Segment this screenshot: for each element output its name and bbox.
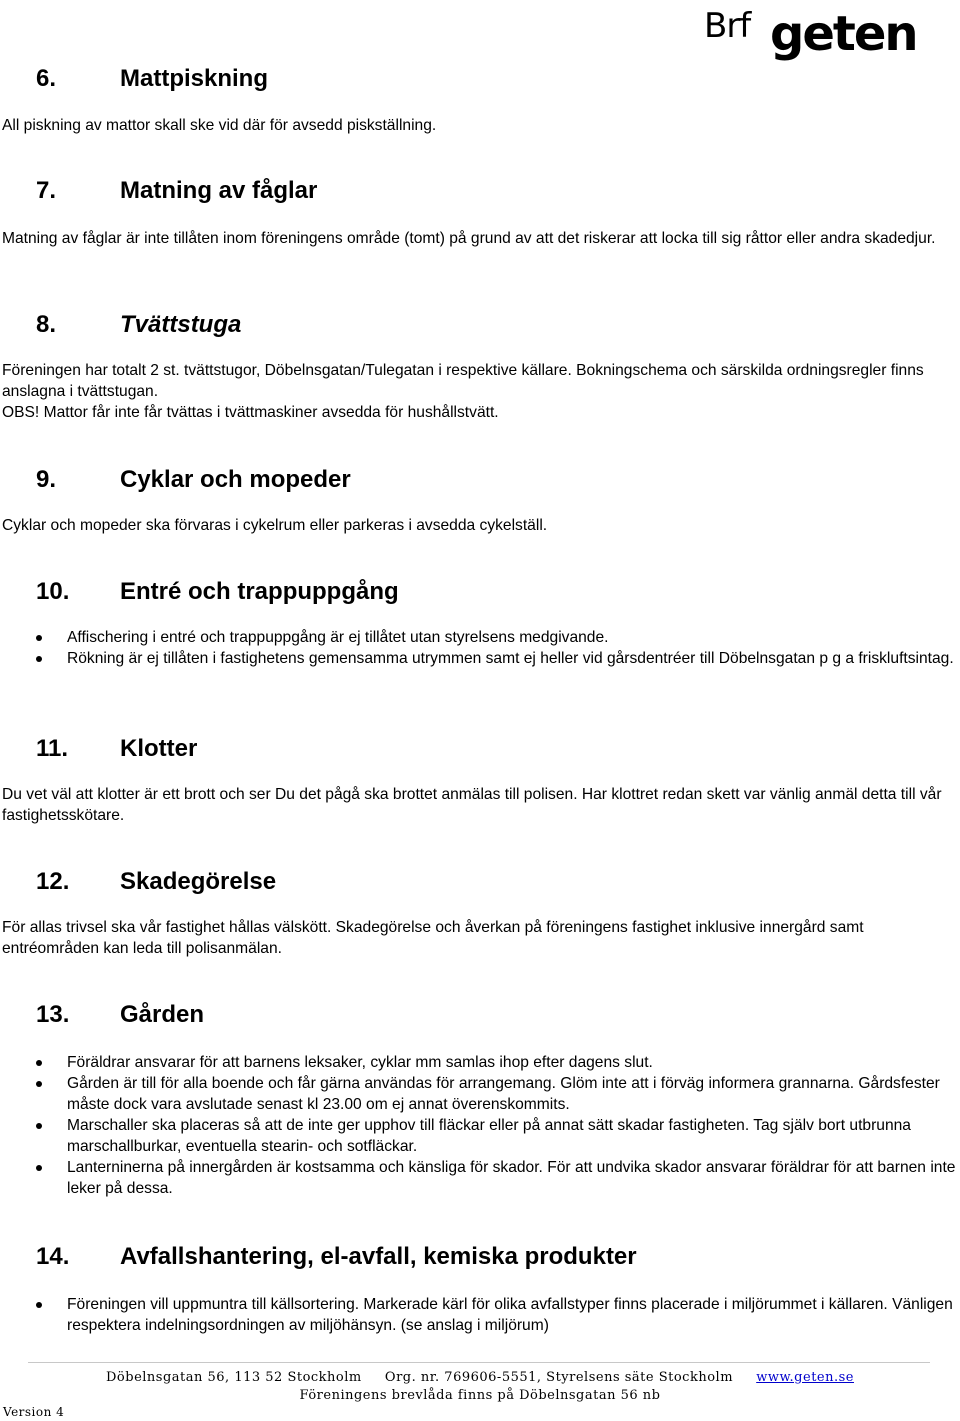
bullet-icon (36, 1060, 42, 1066)
footer-address: Döbelnsgatan 56, 113 52 Stockholm (106, 1370, 362, 1385)
section-title: Avfallshantering, el-avfall, kemiska produkter (120, 1243, 637, 1270)
section-number: 6. (36, 65, 57, 92)
section-title: Klotter (120, 735, 198, 762)
section-heading (0, 1242, 960, 1272)
section-text: Föreningen har totalt 2 st. tvättstugor, Döbelnsgatan/Tulegatan i respektive källare. Bokningschema och särskilda ordningsregler finns anslagna i tvättstugan. (2, 362, 924, 400)
list-item (0, 627, 960, 648)
list-item-text: Föräldrar ansvarar för att barnens leksaker, cyklar mm samlas ihop efter dagens slut. (67, 1054, 653, 1071)
section-heading (0, 734, 960, 764)
bullet-icon (36, 1081, 42, 1087)
footer-mailbox-line: Föreningens brevlåda finns på Döbelnsgatan 56 nb (299, 1388, 661, 1403)
section-number: 8. (36, 311, 57, 338)
section-14 (0, 1242, 960, 1334)
section-11 (0, 734, 960, 824)
list-item (0, 1052, 960, 1073)
footer-contact-line (0, 1369, 960, 1387)
section-title: Skadegörelse (120, 868, 277, 895)
footer-divider (28, 1362, 930, 1363)
bullet-list (0, 1052, 960, 1199)
list-item-text: Lanterninerna på innergården är kostsamma och känsliga för skador. För att undvika skador ansvarar föräldrar för att barnen inte leker på dessa. (67, 1159, 956, 1197)
section-heading (0, 465, 960, 495)
section-number: 9. (36, 466, 57, 493)
section-heading (0, 867, 960, 897)
section-heading (0, 1000, 960, 1030)
section-number: 7. (36, 177, 57, 204)
logo-geten-text: geten (770, 6, 917, 62)
section-8 (0, 310, 960, 421)
list-item-text: Rökning är ej tillåten i fastighetens gemensamma utrymmen samt ej heller vid gårsdentréer till Döbelnsgatan p g a friskluftsintag. (67, 650, 954, 667)
bullet-list (0, 1294, 960, 1336)
list-item (0, 1157, 960, 1199)
list-item-text: Marschaller ska placeras så att de inte ger upphov till fläckar eller på annat sätt skadar fastigheten. Tag själv bort utbrunna marschallburkar, eventuella stearin- och sotfläckar. (67, 1117, 911, 1155)
section-number: 10. (36, 578, 70, 605)
version-label: Version 4 (3, 1405, 65, 1419)
section-number: 13. (36, 1001, 70, 1028)
list-item (0, 1073, 960, 1115)
section-text: All piskning av mattor skall ske vid där för avsedd piskställning. (2, 117, 437, 134)
section-heading (0, 577, 960, 607)
bullet-icon (36, 656, 42, 662)
section-text-obs: OBS! Mattor får inte får tvättas i tvättmaskiner avsedda för hushållstvätt. (2, 404, 499, 421)
section-text: Matning av fåglar är inte tillåten inom föreningens område (tomt) på grund av att det riskerar att locka till sig råttor eller andra skadedjur. (2, 230, 936, 247)
section-title: Matning av fåglar (120, 177, 318, 204)
list-item (0, 1294, 960, 1336)
logo-brf-text: Brf (704, 6, 751, 46)
section-9 (0, 465, 960, 534)
bullet-list (0, 627, 960, 669)
bullet-icon (36, 635, 42, 641)
section-6 (0, 64, 960, 134)
bullet-icon (36, 1123, 42, 1129)
bullet-icon (36, 1165, 42, 1171)
brf-geten-logo (704, 0, 919, 64)
footer-website-link[interactable]: www.geten.se (756, 1370, 854, 1385)
list-item-text: Affischering i entré och trappuppgång är ej tillåtet utan styrelsens medgivande. (67, 629, 609, 646)
section-heading (0, 176, 960, 206)
section-text: För allas trivsel ska vår fastighet hållas välskött. Skadegörelse och åverkan på föreningens fastighet inklusive innergård samt entréområden kan leda till polisanmälan. (2, 919, 864, 957)
section-title: Gården (120, 1001, 205, 1028)
section-number: 11. (36, 735, 69, 762)
bullet-icon (36, 1302, 42, 1308)
section-12 (0, 867, 960, 957)
section-title: Entré och trappuppgång (120, 578, 399, 605)
section-number: 12. (36, 868, 70, 895)
section-title: Cyklar och mopeder (120, 466, 351, 493)
section-title: Mattpiskning (120, 65, 268, 92)
list-item (0, 1115, 960, 1157)
section-10 (0, 577, 960, 667)
list-item-text: Gården är till för alla boende och får gärna användas för arrangemang. Glöm inte att i förväg informera grannarna. Gårdsfester måste dock vara avslutade senast kl 23.00 om ej annat överenskommits. (67, 1075, 940, 1113)
list-item (0, 648, 960, 669)
footer-org-number: Org. nr. 769606-5551, Styrelsens säte Stockholm (384, 1370, 734, 1385)
section-text: Du vet väl att klotter är ett brott och ser Du det pågå ska brottet anmälas till polisen. Har klottret redan skett var vänlig anmäl detta till vår fastighetsskötare. (2, 786, 942, 824)
section-heading (0, 310, 960, 340)
list-item-text: Föreningen vill uppmuntra till källsortering. Markerade kärl för olika avfallstyper finns placerade i miljörummet i källaren. Vänligen respektera indelningsordningen av miljöhänsyn. (se anslag i miljörum) (67, 1296, 953, 1334)
section-number: 14. (36, 1243, 70, 1270)
section-13 (0, 1000, 960, 1197)
section-heading (0, 64, 960, 94)
section-7 (0, 176, 960, 247)
section-title: Tvättstuga (120, 311, 242, 338)
section-text: Cyklar och mopeder ska förvaras i cykelrum eller parkeras i avsedda cykelställ. (2, 517, 548, 534)
